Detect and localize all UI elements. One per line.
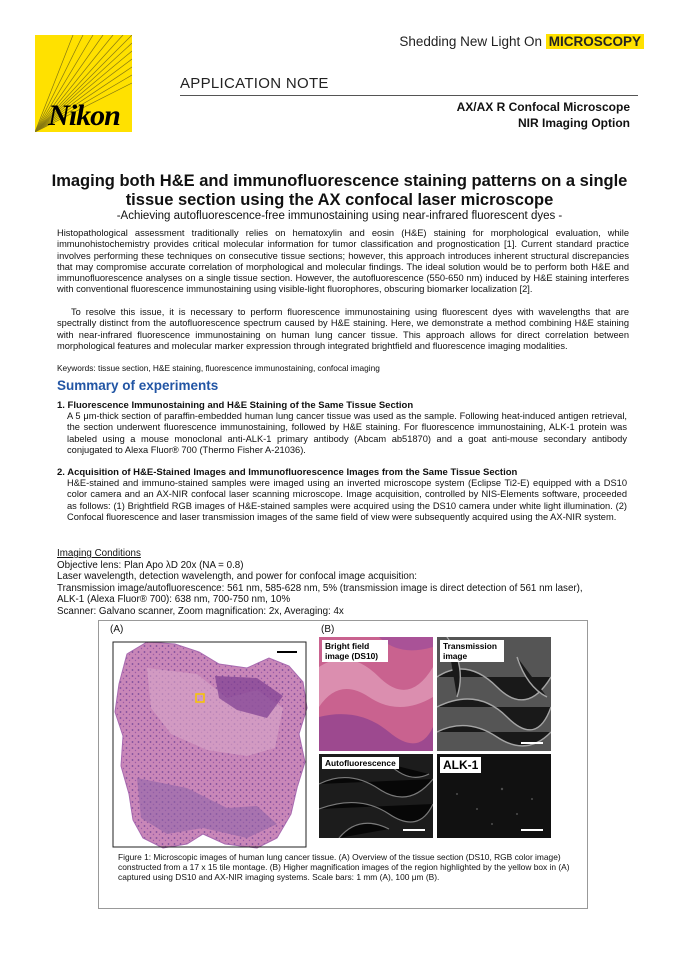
experiment-1-body: A 5 μm-thick section of paraffin-embedded human lung cancer tissue was used as the sample. Following heat-induced antigen retrieval, the section underwent fluorescence immunostaining, followed by H&E staining. For fluorescence immunostaining, ALK-1 protein was labeled using a mouse monoclonal anti-ALK-1 primary antibody (Abcam ab51870) and a goat anti-mouse secondary antibody conjugated to Alexa Fluor® 700 (Thermo Fisher A-21036).	[67, 411, 627, 455]
document-type: APPLICATION NOTE	[180, 75, 329, 92]
experiment-1-heading: 1. Fluorescence Immunostaining and H&E Staining of the Same Tissue Section	[57, 400, 414, 411]
paper-title: Imaging both H&E and immunofluorescence staining patterns on a single tissue section using the AX confocal laser microscope	[51, 172, 628, 209]
imaging-conditions	[57, 548, 583, 618]
conditions-line: Objective lens: Plan Apo λD 20x (NA = 0.8)	[57, 559, 244, 571]
brightfield-image	[319, 637, 433, 751]
experiment-2-heading: 2. Acquisition of H&E-Stained Images and Immunofluorescence Images from the Same Tissue Section	[57, 467, 518, 478]
alk1-label: ALK-1	[440, 757, 481, 773]
conditions-line: Transmission image/autofluorescence: 561 nm, 585-628 nm, 5% (transmission image is direct detection of 561 nm laser),	[57, 582, 583, 594]
alk1-image	[437, 754, 551, 838]
keywords: Keywords: tissue section, H&E staining, fluorescence immunostaining, confocal imaging	[57, 363, 380, 373]
conditions-heading: Imaging Conditions	[57, 548, 141, 559]
transmission-label: Transmission image	[440, 640, 504, 662]
intro-paragraph-2: To resolve this issue, it is necessary to perform fluorescence immunostaining using fluorescent dyes with wavelengths that are spectrally distinct from the autofluorescence spectrum caused by H&E staining. Here, we demonstrate a method combining H&E staining with near-infrared fluorescence immunostaining on human lung cancer tissue. This approach allows for direct correlation between morphological features and molecular marker expression through integrated brightfield and fluorescence imaging modalities.	[57, 307, 629, 351]
intro-paragraph-1: Histopathological assessment traditionally relies on hematoxylin and eosin (H&E) staining for morphological evaluation, while immunohistochemistry provides critical molecular information for tumor classification and prognostication [1]. Current standard practice involves performing these techniques on consecutive tissue sections; however, this approach introduces inherent structural discrepancies that may compromise accurate correlation of morphological and molecular findings. The ideal solution would be to perform both H&E and immunofluorescence analyses on a single tissue section. However, the autofluorescence (550-650 nm) induced by H&E staining interferes with conventional fluorescence immunostaining using visible-light fluorophores, obscuring biomarker localization [2].	[57, 228, 629, 295]
tagline-prefix: Shedding New Light On	[399, 34, 546, 49]
section-heading: Summary of experiments	[57, 378, 219, 393]
autofluorescence-image	[319, 754, 433, 838]
nikon-logo	[35, 35, 132, 132]
panel-label-b: (B)	[321, 624, 335, 635]
conditions-line: ALK-1 (Alexa Fluor® 700): 638 nm, 700-750 nm, 10%	[57, 594, 291, 606]
brightfield-label: Bright field image (DS10)	[322, 640, 388, 662]
conditions-line: Scanner: Galvano scanner, Zoom magnification: 2x, Averaging: 4x	[57, 605, 344, 617]
autofluorescence-label: Autofluorescence	[322, 757, 399, 769]
experiment-2-body: H&E-stained and immuno-stained samples were imaged using an inverted microscope system (Eclipse Ti2-E) equipped with a DS10 color camera and an AX-NIR confocal laser scanning microscope. Image acquisition, controlled by NIS-Elements software, proceeded as follows: (1) Brightfield RGB images of H&E-stained samples were acquired using the DS10 camera under white light illumination. (2) Confocal fluorescence and laser transmission images of the same field of view were subsequently acquired using the AX-NIR system.	[67, 478, 627, 522]
product-line-2: NIR Imaging Option	[518, 116, 630, 130]
figure-caption: Figure 1: Microscopic images of human lung cancer tissue. (A) Overview of the tissue section (DS10, RGB color image) constructed from a 17 x 15 tile montage. (B) Higher magnification images of the region highlighted by the yellow box in (A) captured using DS10 and AX-NIR imaging systems. Scale bars: 1 mm (A), 100 μm (B).	[118, 852, 570, 883]
product-line-1: AX/AX R Confocal Microscope	[456, 100, 630, 114]
conditions-line: Laser wavelength, detection wavelength, and power for confocal image acquisition:	[57, 571, 417, 583]
panel-label-a: (A)	[110, 624, 124, 635]
header-divider	[180, 95, 638, 96]
logo-wordmark: Nikon	[48, 99, 120, 132]
tagline	[399, 34, 644, 49]
tagline-highlight: MICROSCOPY	[546, 34, 644, 49]
tissue-section-drawing	[107, 638, 312, 851]
transmission-image	[437, 637, 551, 751]
paper-subtitle: -Achieving autofluorescence-free immunostaining using near-infrared fluorescent dyes -	[116, 210, 563, 222]
tissue-overview-image	[107, 638, 312, 851]
product-info	[457, 99, 630, 131]
